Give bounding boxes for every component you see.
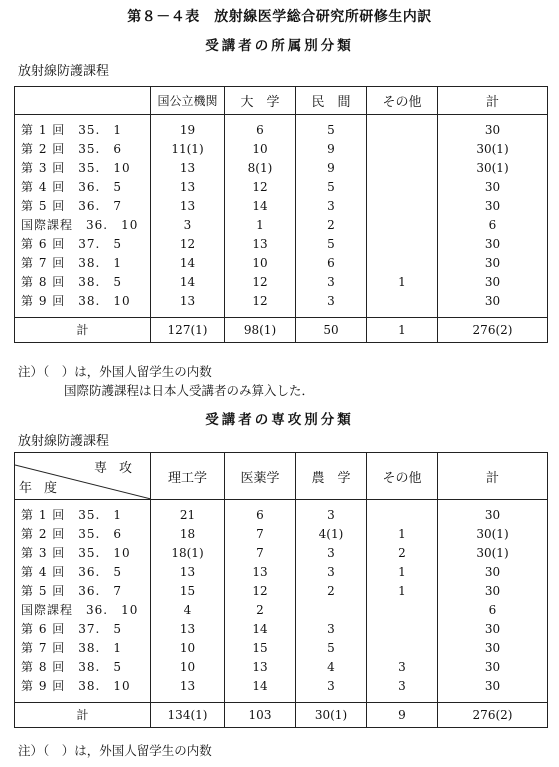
data-cell: 30 <box>438 254 548 273</box>
table-row <box>15 292 548 311</box>
header-cell: 民 間 <box>296 87 367 115</box>
total-cell: 134(1) <box>151 703 225 728</box>
data-cell: 30 <box>438 677 548 696</box>
data-cell: 13 <box>151 677 225 696</box>
data-cell: 1 <box>367 273 438 292</box>
data-cell: 5 <box>296 639 367 658</box>
data-cell: 3 <box>151 216 225 235</box>
row-label: 第 7 回 38. 1 <box>15 639 151 658</box>
data-cell: 6 <box>225 121 296 140</box>
data-cell: 14 <box>225 197 296 216</box>
data-cell: 8(1) <box>225 159 296 178</box>
data-cell: 12 <box>225 273 296 292</box>
data-cell: 30 <box>438 620 548 639</box>
row-label: 第 6 回 37. 5 <box>15 620 151 639</box>
data-cell: 13 <box>151 159 225 178</box>
data-cell <box>367 140 438 159</box>
row-label: 第 1 回 35. 1 <box>15 121 151 140</box>
table-row <box>15 178 548 197</box>
data-cell <box>296 601 367 620</box>
section1-subtitle: 受講者の所属別分類 <box>205 38 354 54</box>
data-cell: 30(1) <box>438 525 548 544</box>
data-cell: 11(1) <box>151 140 225 159</box>
table-row <box>15 639 548 658</box>
table-row <box>15 620 548 639</box>
header-cell: 計 <box>438 453 548 500</box>
total-label: 計 <box>15 703 151 728</box>
data-cell: 1 <box>225 216 296 235</box>
corner-bottom-label: 年度 <box>19 481 70 496</box>
data-cell: 14 <box>225 620 296 639</box>
row-label: 国際課程 36. 10 <box>15 601 151 620</box>
section2-subtitle: 受講者の専攻別分類 <box>205 412 354 428</box>
data-cell: 2 <box>367 544 438 563</box>
data-cell: 10 <box>225 254 296 273</box>
row-label: 第 5 回 36. 7 <box>15 197 151 216</box>
table-row <box>15 159 548 178</box>
data-cell: 6 <box>438 601 548 620</box>
row-label: 第 3 回 35. 10 <box>15 159 151 178</box>
data-cell: 7 <box>225 525 296 544</box>
corner-top-label: 専攻 <box>93 461 144 476</box>
data-cell: 14 <box>151 254 225 273</box>
row-label: 第 1 回 35. 1 <box>15 506 151 525</box>
data-cell: 13 <box>225 658 296 677</box>
section2-note1: 注）（ ）は，外国人留学生の内数 <box>18 743 212 758</box>
data-cell: 18(1) <box>151 544 225 563</box>
total-cell: 50 <box>296 318 367 343</box>
table-row <box>15 582 548 601</box>
row-label: 第 4 回 36. 5 <box>15 178 151 197</box>
data-cell: 12 <box>151 235 225 254</box>
data-cell: 30(1) <box>438 544 548 563</box>
data-cell: 12 <box>225 178 296 197</box>
table-row <box>15 525 548 544</box>
table-row <box>15 563 548 582</box>
row-label: 第 6 回 37. 5 <box>15 235 151 254</box>
table-row <box>15 216 548 235</box>
data-cell: 9 <box>296 159 367 178</box>
data-cell <box>367 235 438 254</box>
data-cell: 30 <box>438 121 548 140</box>
data-cell: 13 <box>151 563 225 582</box>
table-row <box>15 273 548 292</box>
header-cell: 理工学 <box>151 453 225 500</box>
data-cell: 1 <box>367 525 438 544</box>
row-label: 第 4 回 36. 5 <box>15 563 151 582</box>
data-cell: 12 <box>225 582 296 601</box>
data-cell: 30 <box>438 582 548 601</box>
data-cell <box>367 159 438 178</box>
header-cell: その他 <box>367 453 438 500</box>
data-cell: 4(1) <box>296 525 367 544</box>
total-row <box>15 318 548 343</box>
table-row <box>15 658 548 677</box>
row-label: 国際課程 36. 10 <box>15 216 151 235</box>
data-cell <box>367 254 438 273</box>
data-cell: 3 <box>296 620 367 639</box>
data-cell <box>367 216 438 235</box>
total-cell: 276(2) <box>438 703 548 728</box>
total-cell: 127(1) <box>151 318 225 343</box>
data-cell: 15 <box>225 639 296 658</box>
header-cell <box>15 87 151 115</box>
data-cell: 30 <box>438 506 548 525</box>
total-cell: 98(1) <box>225 318 296 343</box>
header-cell: 医薬学 <box>225 453 296 500</box>
data-cell: 3 <box>296 563 367 582</box>
data-cell: 5 <box>296 178 367 197</box>
row-label: 第 9 回 38. 10 <box>15 292 151 311</box>
table-row <box>15 140 548 159</box>
data-cell: 3 <box>296 677 367 696</box>
data-cell: 13 <box>225 235 296 254</box>
table-title: 第８－４表 放射線医学総合研究所研修生内訳 <box>127 9 432 25</box>
table-row <box>15 677 548 696</box>
data-cell <box>367 506 438 525</box>
total-row <box>15 703 548 728</box>
section2-course: 放射線防護課程 <box>18 434 110 449</box>
data-cell: 30 <box>438 563 548 582</box>
data-cell: 18 <box>151 525 225 544</box>
data-cell: 3 <box>367 677 438 696</box>
data-cell: 13 <box>151 292 225 311</box>
data-cell: 4 <box>151 601 225 620</box>
data-cell: 13 <box>151 178 225 197</box>
data-cell <box>367 601 438 620</box>
total-cell: 9 <box>367 703 438 728</box>
major-table <box>14 452 548 728</box>
row-label: 第 3 回 35. 10 <box>15 544 151 563</box>
row-label: 第 2 回 35. 6 <box>15 525 151 544</box>
data-cell <box>367 292 438 311</box>
data-cell: 2 <box>296 216 367 235</box>
data-cell: 13 <box>225 563 296 582</box>
data-cell: 14 <box>225 677 296 696</box>
header-cell: 大 学 <box>225 87 296 115</box>
data-cell: 30(1) <box>438 140 548 159</box>
corner-header <box>15 453 151 500</box>
table-row <box>15 254 548 273</box>
data-cell: 6 <box>438 216 548 235</box>
data-cell: 30 <box>438 658 548 677</box>
section1-course: 放射線防護課程 <box>18 64 110 79</box>
data-cell: 1 <box>367 563 438 582</box>
data-cell: 3 <box>296 273 367 292</box>
data-cell: 30 <box>438 639 548 658</box>
data-cell <box>367 639 438 658</box>
data-cell: 10 <box>151 658 225 677</box>
affiliation-table <box>14 86 548 343</box>
row-label: 第 5 回 36. 7 <box>15 582 151 601</box>
data-cell: 7 <box>225 544 296 563</box>
data-cell: 13 <box>151 620 225 639</box>
data-cell: 10 <box>225 140 296 159</box>
header-cell: 農 学 <box>296 453 367 500</box>
data-cell <box>367 178 438 197</box>
data-cell: 19 <box>151 121 225 140</box>
total-cell: 1 <box>367 318 438 343</box>
data-cell <box>367 197 438 216</box>
data-cell: 15 <box>151 582 225 601</box>
total-label: 計 <box>15 318 151 343</box>
data-cell: 21 <box>151 506 225 525</box>
table-row <box>15 601 548 620</box>
data-cell <box>367 121 438 140</box>
table-row <box>15 121 548 140</box>
table-row <box>15 544 548 563</box>
data-cell: 3 <box>296 544 367 563</box>
data-cell: 14 <box>151 273 225 292</box>
data-cell: 5 <box>296 121 367 140</box>
data-cell: 2 <box>225 601 296 620</box>
row-label: 第 8 回 38. 5 <box>15 658 151 677</box>
table-row <box>15 235 548 254</box>
data-cell: 30 <box>438 178 548 197</box>
table-row <box>15 506 548 525</box>
header-cell: 国公立機関 <box>151 87 225 115</box>
data-cell: 30 <box>438 235 548 254</box>
data-cell: 2 <box>296 582 367 601</box>
row-label: 第 2 回 35. 6 <box>15 140 151 159</box>
data-cell: 9 <box>296 140 367 159</box>
data-cell: 1 <box>367 582 438 601</box>
data-cell: 30 <box>438 292 548 311</box>
table-row <box>15 197 548 216</box>
data-cell: 4 <box>296 658 367 677</box>
data-cell: 5 <box>296 235 367 254</box>
total-cell: 30(1) <box>296 703 367 728</box>
section1-note1: 注）（ ）は，外国人留学生の内数 <box>18 364 212 379</box>
data-cell: 3 <box>367 658 438 677</box>
data-cell: 6 <box>225 506 296 525</box>
data-cell: 30 <box>438 197 548 216</box>
section1-note2: 国際防護課程は日本人受講者のみ算入した． <box>64 383 315 398</box>
data-cell: 10 <box>151 639 225 658</box>
data-cell <box>367 620 438 639</box>
data-cell: 30(1) <box>438 159 548 178</box>
data-cell: 12 <box>225 292 296 311</box>
header-cell: 計 <box>438 87 548 115</box>
total-cell: 276(2) <box>438 318 548 343</box>
data-cell: 6 <box>296 254 367 273</box>
row-label: 第 7 回 38. 1 <box>15 254 151 273</box>
data-cell: 3 <box>296 506 367 525</box>
header-cell: その他 <box>367 87 438 115</box>
row-label: 第 8 回 38. 5 <box>15 273 151 292</box>
data-cell: 3 <box>296 292 367 311</box>
data-cell: 3 <box>296 197 367 216</box>
row-label: 第 9 回 38. 10 <box>15 677 151 696</box>
data-cell: 30 <box>438 273 548 292</box>
total-cell: 103 <box>225 703 296 728</box>
data-cell: 13 <box>151 197 225 216</box>
